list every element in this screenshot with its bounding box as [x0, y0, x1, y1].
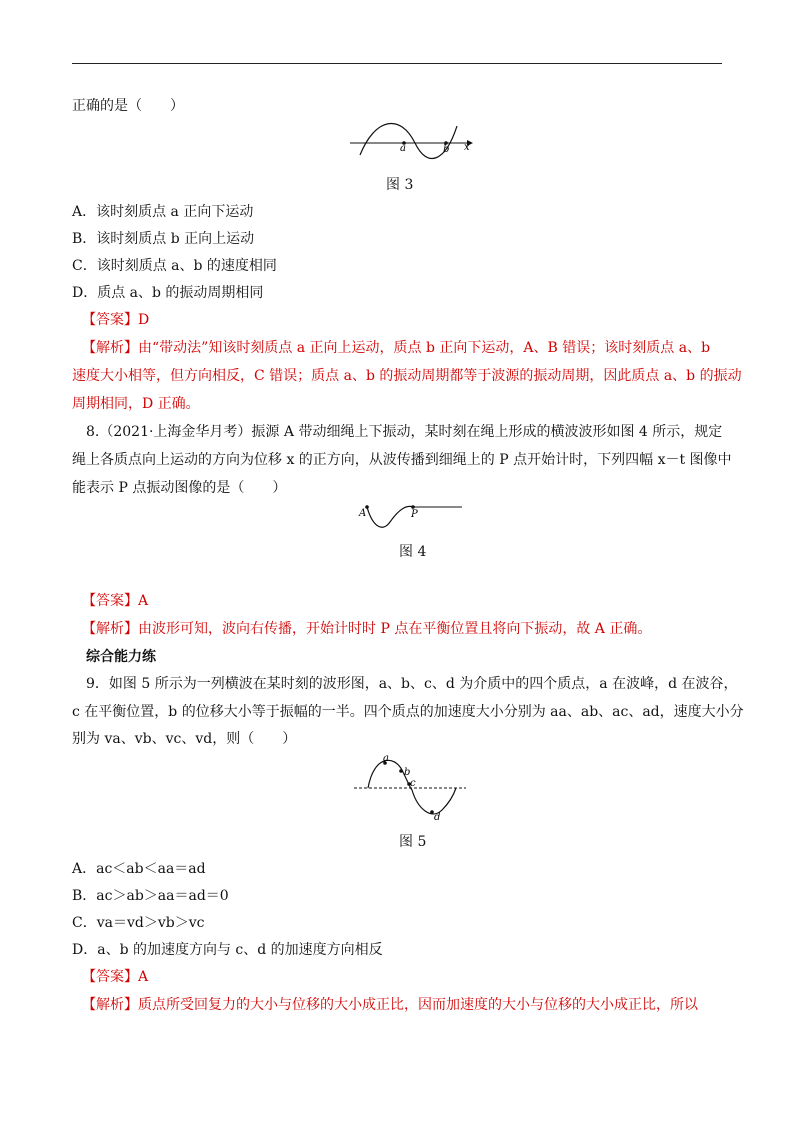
label5-a: a	[383, 753, 389, 764]
label-A: A	[359, 508, 367, 519]
label-b: b	[443, 144, 450, 155]
q8-answer: 【答案】A	[82, 593, 149, 609]
figure-5-transverse-wave	[350, 750, 470, 822]
label5-c: c	[410, 778, 416, 789]
q7-option-a: A．该时刻质点 a 正向下运动	[72, 204, 254, 220]
figure-4-rope-wave	[355, 500, 467, 532]
q7-answer: 【答案】D	[82, 312, 150, 328]
q9-option-c: C．va＝vd＞vb＞vc	[72, 915, 205, 931]
q7-option-b: B．该时刻质点 b 正向上运动	[72, 231, 255, 247]
figure-5-caption: 图 5	[399, 834, 427, 850]
label5-b: b	[404, 767, 411, 778]
q7-option-d: D．质点 a、b 的振动周期相同	[72, 285, 264, 301]
section-title: 综合能力练	[86, 649, 156, 665]
q9-stem-line-2: c 在平衡位置，b 的位移大小等于振幅的一半。四个质点的加速度大小分别为 aa、ab、ac、ad，速度大小分	[72, 704, 744, 720]
q7-option-c: C．该时刻质点 a、b 的速度相同	[72, 258, 277, 274]
q8-stem-line-3: 能表示 P 点振动图像的是（ ）	[72, 480, 287, 496]
q7-analysis-line-2: 速度大小相等，但方向相反，C 错误；质点 a、b 的振动周期都等于波源的振动周期，因此质点 a、b 的振动	[72, 368, 742, 384]
figure-4-caption: 图 4	[399, 544, 427, 560]
q7-analysis-line-1: 【解析】由“带动法”知该时刻质点 a 正向上运动，质点 b 正向下运动，A、B 错误；该时刻质点 a、b	[82, 340, 711, 356]
header-rule	[72, 63, 722, 64]
figure-3-caption: 图 3	[386, 177, 414, 193]
rope-wave-curve	[367, 506, 413, 527]
point5-b-dot	[399, 769, 403, 773]
q9-stem-line-1: 9．如图 5 所示为一列横波在某时刻的波形图，a、b、c、d 为介质中的四个质点，a 在波峰，d 在波谷，	[86, 676, 738, 692]
q9-analysis-label: 【解析】	[82, 997, 138, 1013]
label5-d: d	[434, 812, 441, 822]
q9-option-a: A．ac＜ab＜aa＝ad	[72, 861, 206, 877]
label-P: P	[411, 509, 418, 520]
label-a: a	[400, 143, 406, 154]
q7-analysis-line-3: 周期相同，D 正确。	[72, 396, 200, 412]
q9-option-b: B．ac＞ab＞aa＝ad＝0	[72, 888, 229, 904]
q9-option-d: D．a、b 的加速度方向与 c、d 的加速度方向相反	[72, 942, 383, 958]
q9-stem-line-3: 别为 va、vb、vc、vd，则（ ）	[72, 731, 297, 747]
q8-analysis: 【解析】由波形可知，波向右传播，开始计时时 P 点在平衡位置且将向下振动，故 A 正确。	[82, 621, 652, 637]
label-x: x	[464, 142, 470, 153]
q7-stem-tail: 正确的是（ ）	[72, 98, 184, 114]
q7-analysis-label: 【解析】	[82, 340, 138, 356]
q8-stem-line-1: 8.（2021·上海金华月考）振源 A 带动细绳上下振动，某时刻在绳上形成的横波波形如图 4 所示，规定	[86, 424, 723, 440]
q9-answer: 【答案】A	[82, 969, 149, 985]
q8-analysis-label: 【解析】	[82, 621, 138, 637]
q8-stem-line-2: 绳上各质点向上运动的方向为位移 x 的正方向，从波传播到细绳上的 P 点开始计时，下列四幅 x－t 图像中	[72, 452, 732, 468]
figure-3-wave-diagram	[345, 118, 475, 160]
q9-analysis: 【解析】质点所受回复力的大小与位移的大小成正比，因而加速度的大小与位移的大小成正比，所以	[82, 997, 698, 1013]
